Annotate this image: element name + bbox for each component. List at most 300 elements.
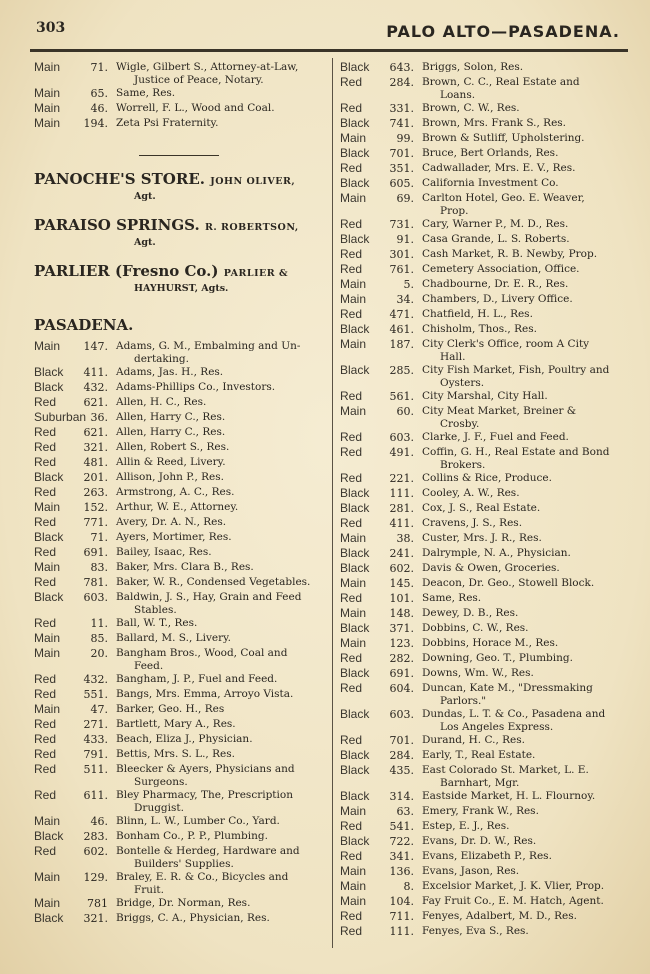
exchange-label: Main: [34, 60, 61, 74]
exchange-label: Red: [340, 75, 363, 89]
exchange-label: Red: [34, 788, 57, 802]
entry-text: [422, 864, 630, 879]
entry-name: Brown & Sutliff, Upholstering.: [422, 132, 585, 144]
exchange-label: Main: [340, 292, 367, 306]
agent-title: Agt.: [134, 237, 156, 248]
entry-text: [116, 911, 324, 926]
exchange-label: Black: [34, 911, 64, 925]
section-rule: [139, 155, 219, 156]
phone-number: 284.: [389, 76, 414, 89]
phone-number: 281.: [389, 502, 414, 515]
entry-name: Bontelle & Herdeg, Hardware and: [116, 845, 300, 857]
directory-entry: [340, 75, 630, 101]
entry-name: Evans, Jason, Res.: [422, 865, 520, 877]
entry-name: Chisholm, Thos., Res.: [422, 323, 537, 335]
exchange-label: Red: [34, 717, 57, 731]
phone-number: 605.: [389, 177, 414, 190]
directory-entry: [34, 672, 324, 687]
exchange-label: Black: [34, 380, 64, 394]
town-name: PANOCHE'S STORE.: [34, 170, 205, 188]
directory-entry: [340, 217, 630, 232]
directory-entry: [340, 894, 630, 909]
directory-entry: [34, 788, 324, 814]
directory-entry: [34, 116, 324, 131]
exchange-label: Black: [340, 789, 370, 803]
exchange-label: Red: [340, 389, 363, 403]
running-head: PALO ALTO—PASADENA.: [386, 22, 620, 41]
directory-entry: [340, 322, 630, 337]
phone-number: 111.: [389, 925, 414, 938]
phone-number: 411.: [389, 517, 414, 530]
exchange-label: Main: [340, 894, 367, 908]
entry-name: City Meat Market, Breiner &: [422, 405, 577, 417]
entry-text: [116, 515, 324, 530]
entry-text: [422, 232, 630, 247]
entry-text: [422, 75, 630, 101]
exchange-label: Main: [34, 896, 61, 910]
entry-text: [116, 687, 324, 702]
phone-number: 433.: [83, 733, 108, 746]
phone-number: 152.: [83, 501, 108, 514]
entry-text: [422, 247, 630, 262]
phone-number: 411.: [83, 366, 108, 379]
directory-entry: [340, 621, 630, 636]
phone-number: 511.: [83, 763, 108, 776]
phone-number: 111.: [389, 487, 414, 500]
entry-text: [422, 733, 630, 748]
town-heading: [34, 170, 324, 202]
directory-entry: [34, 560, 324, 575]
entry-text: [422, 651, 630, 666]
entry-name: Deacon, Dr. Geo., Stowell Block.: [422, 577, 595, 589]
phone-number: 331.: [389, 102, 414, 115]
entry-text: [116, 672, 324, 687]
directory-entry: [340, 101, 630, 116]
exchange-label: Main: [340, 606, 367, 620]
entry-text: [116, 616, 324, 631]
entry-name: Early, T., Real Estate.: [422, 749, 536, 761]
entry-text: [116, 844, 324, 870]
entry-name: Allison, John P., Res.: [116, 471, 224, 483]
entry-name: Briggs, C. A., Physician, Res.: [116, 912, 270, 924]
directory-entry: [340, 307, 630, 322]
entry-name: Dewey, D. B., Res.: [422, 607, 519, 619]
directory-entry: [340, 531, 630, 546]
entry-text: [422, 804, 630, 819]
phone-number: 731.: [389, 218, 414, 231]
entry-text: [422, 849, 630, 864]
entry-text: [422, 191, 630, 217]
entry-name: Blinn, L. W., Lumber Co., Yard.: [116, 815, 280, 827]
exchange-label: Main: [340, 804, 367, 818]
entry-text: [422, 819, 630, 834]
directory-entry: [34, 814, 324, 829]
entry-name: Chatfield, H. L., Res.: [422, 308, 533, 320]
directory-entry: [340, 879, 630, 894]
directory-entry: [34, 590, 324, 616]
phone-number: 603.: [389, 708, 414, 721]
phone-number: 551.: [83, 688, 108, 701]
exchange-label: Black: [34, 470, 64, 484]
exchange-label: Main: [34, 101, 61, 115]
exchange-label: Main: [34, 702, 61, 716]
entry-name: Avery, Dr. A. N., Res.: [116, 516, 227, 528]
entry-text: [422, 146, 630, 161]
exchange-label: Red: [340, 247, 363, 261]
entry-text: [422, 389, 630, 404]
entry-continuation: Loans.: [440, 89, 476, 101]
town-headings: [34, 170, 324, 294]
phone-number: 283.: [83, 830, 108, 843]
directory-entry: [34, 717, 324, 732]
entry-text: [422, 445, 630, 471]
directory-entry: [340, 363, 630, 389]
entry-name: City Fish Market, Fish, Poultry and: [422, 364, 610, 376]
directory-entry: [340, 430, 630, 445]
entry-text: [422, 363, 630, 389]
phone-number: 123.: [389, 637, 414, 650]
phone-number: 471.: [389, 308, 414, 321]
directory-entry: [34, 60, 324, 86]
entry-text: [116, 545, 324, 560]
directory-entry: [340, 389, 630, 404]
exchange-label: Red: [340, 681, 363, 695]
entry-text: [422, 591, 630, 606]
exchange-label: Red: [340, 430, 363, 444]
entry-text: [422, 546, 630, 561]
entry-name: Bangham, J. P., Fuel and Feed.: [116, 673, 278, 685]
directory-entry: [340, 924, 630, 939]
directory-entry: [34, 732, 324, 747]
entry-text: [116, 425, 324, 440]
entry-continuation: Hall.: [440, 351, 466, 363]
entry-name: Adams, Jas. H., Res.: [116, 366, 224, 378]
entry-text: [116, 762, 324, 788]
entry-name: Same, Res.: [116, 87, 176, 99]
entry-text: [116, 60, 324, 86]
phone-number: 691.: [83, 546, 108, 559]
entry-continuation: Los Angeles Express.: [440, 721, 554, 733]
directory-entry: [340, 516, 630, 531]
phone-number: 602.: [83, 845, 108, 858]
entry-text: [422, 471, 630, 486]
phone-number: 187.: [389, 338, 414, 351]
phone-number: 541.: [389, 820, 414, 833]
entry-name: Cemetery Association, Office.: [422, 263, 580, 275]
phone-number: 621.: [83, 396, 108, 409]
directory-entry: [34, 575, 324, 590]
entry-text: [116, 829, 324, 844]
entry-name: Allen, Robert S., Res.: [116, 441, 230, 453]
phone-number: 83.: [90, 561, 108, 574]
entry-name: Bettis, Mrs. S. L., Res.: [116, 748, 235, 760]
entry-text: [422, 277, 630, 292]
entry-text: [422, 307, 630, 322]
entry-text: [116, 101, 324, 116]
exchange-label: Red: [340, 909, 363, 923]
directory-entry: [340, 337, 630, 363]
exchange-label: Main: [34, 500, 61, 514]
directory-entry: [34, 545, 324, 560]
exchange-label: Red: [340, 516, 363, 530]
exchange-label: Main: [34, 116, 61, 130]
directory-entry: [34, 515, 324, 530]
exchange-label: Red: [34, 545, 57, 559]
entry-name: Coffin, G. H., Real Estate and Bond: [422, 446, 610, 458]
phone-number: 603.: [389, 431, 414, 444]
pasadena-entries-left: [34, 339, 324, 926]
phone-number: 741.: [389, 117, 414, 130]
entry-name: East Colorado St. Market, L. E.: [422, 764, 589, 776]
exchange-label: Main: [340, 131, 367, 145]
phone-number: 145.: [389, 577, 414, 590]
entry-name: Emery, Frank W., Res.: [422, 805, 539, 817]
exchange-label: Black: [340, 666, 370, 680]
entry-text: [116, 732, 324, 747]
entry-text: [116, 788, 324, 814]
entry-text: [422, 606, 630, 621]
exchange-label: Black: [340, 486, 370, 500]
entry-name: Allin & Reed, Livery.: [116, 456, 226, 468]
exchange-label: Black: [34, 829, 64, 843]
entry-text: [422, 763, 630, 789]
entry-name: Dundas, L. T. & Co., Pasadena and: [422, 708, 606, 720]
phone-number: 148.: [389, 607, 414, 620]
phone-number: 781.: [83, 576, 108, 589]
phone-number: 321.: [83, 912, 108, 925]
phone-number: 341.: [389, 850, 414, 863]
phone-number: 47.: [90, 703, 108, 716]
directory-entry: [340, 262, 630, 277]
phone-number: 71.: [90, 531, 108, 544]
directory-entry: [34, 380, 324, 395]
exchange-label: Red: [340, 471, 363, 485]
phone-number: 761.: [389, 263, 414, 276]
entry-text: [422, 131, 630, 146]
directory-entry: [34, 485, 324, 500]
exchange-label: Black: [34, 530, 64, 544]
entry-name: Chambers, D., Livery Office.: [422, 293, 573, 305]
agent-title: Agt.: [134, 191, 156, 202]
entry-name: Beach, Eliza J., Physician.: [116, 733, 253, 745]
exchange-label: Main: [34, 814, 61, 828]
exchange-label: Black: [340, 763, 370, 777]
exchange-label: Red: [340, 819, 363, 833]
entry-continuation: Parlors.": [440, 695, 487, 707]
exchange-label: Main: [34, 339, 61, 353]
town-heading-line: [34, 170, 324, 191]
phone-number: 136.: [389, 865, 414, 878]
entry-name: Allen, Harry C., Res.: [116, 426, 226, 438]
entry-text: [116, 631, 324, 646]
entry-text: [116, 896, 324, 911]
directory-entry: [340, 60, 630, 75]
phone-number: 603.: [83, 591, 108, 604]
phone-number: 99.: [396, 132, 414, 145]
entry-text: [422, 337, 630, 363]
directory-entry: [34, 616, 324, 631]
entry-text: [422, 681, 630, 707]
directory-entry: [340, 819, 630, 834]
exchange-label: Main: [34, 560, 61, 574]
directory-entry: [340, 176, 630, 191]
entry-name: Excelsior Market, J. K. Vlier, Prop.: [422, 880, 605, 892]
entry-name: City Marshal, City Hall.: [422, 390, 548, 402]
entry-name: Brown, Mrs. Frank S., Res.: [422, 117, 567, 129]
phone-number: 435.: [389, 764, 414, 777]
left-column: [34, 60, 324, 926]
entry-text: [116, 575, 324, 590]
entry-name: Clarke, J. F., Fuel and Feed.: [422, 431, 569, 443]
entry-name: Bailey, Isaac, Res.: [116, 546, 212, 558]
phone-number: 129.: [83, 871, 108, 884]
exchange-label: Red: [340, 161, 363, 175]
entry-name: Cooley, A. W., Res.: [422, 487, 520, 499]
entry-text: [116, 116, 324, 131]
directory-entry: [340, 247, 630, 262]
exchange-label: Black: [340, 501, 370, 515]
town-heading-line: [34, 262, 324, 283]
entry-name: Bangham Bros., Wood, Coal and: [116, 647, 288, 659]
entry-text: [422, 879, 630, 894]
town-heading-line: [34, 216, 324, 237]
directory-entry: [340, 733, 630, 748]
entry-name: Cary, Warner P., M. D., Res.: [422, 218, 569, 230]
entry-name: Braley, E. R. & Co., Bicycles and: [116, 871, 289, 883]
phone-number: 701.: [389, 147, 414, 160]
phone-number: 321.: [83, 441, 108, 454]
exchange-label: Red: [340, 445, 363, 459]
entry-name: Durand, H. C., Res.: [422, 734, 525, 746]
exchange-label: Main: [34, 870, 61, 884]
entry-continuation: Barnhart, Mgr.: [440, 777, 520, 789]
exchange-label: Red: [340, 924, 363, 938]
phone-number: 561.: [389, 390, 414, 403]
entry-text: [422, 430, 630, 445]
entry-name: Fenyes, Adalbert, M. D., Res.: [422, 910, 577, 922]
phone-number: 643.: [389, 61, 414, 74]
directory-entry: [34, 425, 324, 440]
exchange-label: Main: [340, 277, 367, 291]
phone-number: 241.: [389, 547, 414, 560]
entry-name: Barker, Geo. H., Res: [116, 703, 225, 715]
exchange-label: Main: [340, 404, 367, 418]
phone-number: 722.: [389, 835, 414, 848]
directory-entry: [34, 896, 324, 911]
phone-number: 38.: [396, 532, 414, 545]
entry-name: Davis & Owen, Groceries.: [422, 562, 560, 574]
directory-entry: [340, 161, 630, 176]
exchange-label: Main: [34, 646, 61, 660]
entry-text: [422, 116, 630, 131]
exchange-label: Black: [340, 834, 370, 848]
phone-number: 284.: [389, 749, 414, 762]
phone-number: 604.: [389, 682, 414, 695]
phone-number: 63.: [396, 805, 414, 818]
entry-text: [422, 834, 630, 849]
exchange-label: Main: [340, 864, 367, 878]
pasadena-entries-right: [340, 60, 630, 939]
entry-name: Cadwallader, Mrs. E. V., Res.: [422, 162, 576, 174]
phone-number: 621.: [83, 426, 108, 439]
entry-name: Armstrong, A. C., Res.: [116, 486, 235, 498]
directory-entry: [34, 747, 324, 762]
entry-text: [116, 702, 324, 717]
exchange-label: Suburban: [34, 410, 87, 424]
entry-text: [422, 501, 630, 516]
entry-text: [422, 176, 630, 191]
exchange-label: Black: [340, 561, 370, 575]
entry-name: Downs, Wm. W., Res.: [422, 667, 534, 679]
entry-name: Custer, Mrs. J. R., Res.: [422, 532, 542, 544]
exchange-label: Main: [34, 631, 61, 645]
exchange-label: Red: [34, 616, 57, 630]
entry-name: Chadbourne, Dr. E. R., Res.: [422, 278, 569, 290]
entry-name: California Investment Co.: [422, 177, 559, 189]
entry-text: [116, 485, 324, 500]
agent-title: HAYHURST, Agts.: [134, 283, 229, 294]
exchange-label: Red: [340, 733, 363, 747]
entry-text: [422, 161, 630, 176]
entry-name: Bonham Co., P. P., Plumbing.: [116, 830, 268, 842]
entry-text: [422, 322, 630, 337]
entry-continuation: Feed.: [134, 660, 164, 672]
entry-name: Cox, J. S., Real Estate.: [422, 502, 541, 514]
phone-number: 351.: [389, 162, 414, 175]
exchange-label: Black: [340, 546, 370, 560]
exchange-label: Main: [340, 879, 367, 893]
entry-text: [422, 561, 630, 576]
entry-text: [422, 101, 630, 116]
entry-name: Evans, Elizabeth P., Res.: [422, 850, 552, 862]
entry-name: Adams, G. M., Embalming and Un-: [116, 340, 301, 352]
entry-name: Cash Market, R. B. Newby, Prop.: [422, 248, 598, 260]
phone-number: 611.: [83, 789, 108, 802]
exchange-label: Red: [340, 101, 363, 115]
exchange-label: Black: [340, 621, 370, 635]
exchange-label: Black: [340, 322, 370, 336]
exchange-label: Red: [34, 515, 57, 529]
entry-name: Fenyes, Eva S., Res.: [422, 925, 529, 937]
exchange-label: Red: [34, 575, 57, 589]
entry-name: Downing, Geo. T., Plumbing.: [422, 652, 573, 664]
entry-text: [116, 646, 324, 672]
entry-name: Baker, Mrs. Clara B., Res.: [116, 561, 254, 573]
entry-continuation: Justice of Peace, Notary.: [134, 74, 264, 86]
directory-entry: [34, 870, 324, 896]
phone-number: 221.: [389, 472, 414, 485]
phone-number: 314.: [389, 790, 414, 803]
exchange-label: Red: [34, 732, 57, 746]
entry-name: Same, Res.: [422, 592, 482, 604]
entry-text: [422, 894, 630, 909]
phone-number: 104.: [389, 895, 414, 908]
directory-entry: [340, 681, 630, 707]
exchange-label: Red: [34, 672, 57, 686]
entry-name: Duncan, Kate M., "Dressmaking: [422, 682, 593, 694]
entry-text: [116, 410, 324, 425]
directory-entry: [340, 561, 630, 576]
entry-text: [116, 455, 324, 470]
phone-number: 791.: [83, 748, 108, 761]
directory-entry: [340, 131, 630, 146]
exchange-label: Red: [340, 849, 363, 863]
entry-continuation: dertaking.: [134, 353, 189, 365]
directory-entry: [34, 86, 324, 101]
entry-name: Baker, W. R., Condensed Vegetables.: [116, 576, 311, 588]
entry-text: [422, 516, 630, 531]
entry-text: [422, 217, 630, 232]
